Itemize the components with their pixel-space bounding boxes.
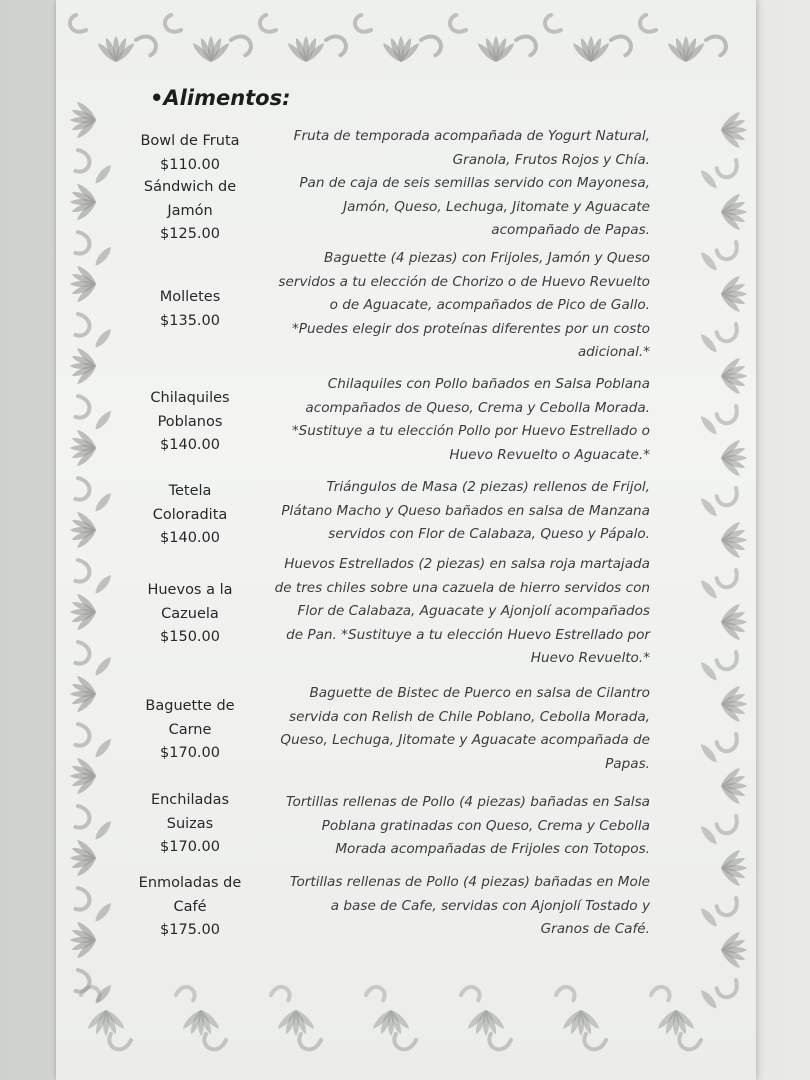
ornament-swirl <box>67 393 93 420</box>
item-price: $170.00 <box>160 745 220 761</box>
ornament-swirl <box>704 35 728 56</box>
item-price: $125.00 <box>160 226 220 242</box>
description-line: Huevo Revuelto o Aguacate.* <box>449 446 650 463</box>
ornament-swirl <box>459 985 481 1006</box>
ornament-swirl <box>419 35 443 56</box>
item-name-line: Enchiladas <box>150 792 230 808</box>
ornament-leaf <box>93 327 114 350</box>
ornament-leaf <box>93 573 114 596</box>
ornament-swirl <box>67 721 93 748</box>
menu-item-description <box>230 553 650 671</box>
ornament-swirl <box>67 557 93 584</box>
description-line: acompañado de Papas. <box>491 222 650 238</box>
ornament-swirl <box>715 646 741 673</box>
description-line: Baguette (4 piezas) con Frijoles, Jamón y Queso <box>324 250 650 266</box>
item-name-line: Suizas <box>166 815 214 832</box>
menu-item-description <box>230 172 650 243</box>
ornament-swirl <box>715 728 741 755</box>
description-line: acompañados de Queso, Crema y Cebolla Morada. <box>305 399 650 416</box>
menu-item-description <box>230 682 650 776</box>
ornament-swirl <box>324 35 348 56</box>
ornament-swirl <box>202 1028 228 1052</box>
description-line: de tres chiles sobre una cazuela de hierro servidos con <box>274 579 650 596</box>
item-name-line: Molletes <box>159 289 221 305</box>
item-name-line: Bowl de Fruta <box>140 133 240 149</box>
item-name-line: Jamón <box>167 202 213 219</box>
description-line: o de Aguacate, acompañados de Pico de Gallo. <box>329 297 650 313</box>
ornament-swirl <box>582 1028 608 1052</box>
menu-item-name <box>135 579 245 650</box>
ornament-swirl <box>67 311 93 338</box>
ornament-swirl <box>715 482 741 509</box>
ornament-swirl <box>392 1028 418 1052</box>
item-name-line: Sándwich de <box>143 179 237 195</box>
menu-item-description <box>230 247 650 365</box>
ornament-leaf <box>93 819 114 842</box>
item-price: $175.00 <box>160 922 220 938</box>
ornament-leaf <box>93 737 114 760</box>
item-name-line: Café <box>173 898 207 915</box>
description-line: servidos a tu elección de Chorizo o de Huevo Revuelto <box>278 273 650 290</box>
description-line: Jamón, Queso, Lechuga, Jitomate y Aguacate <box>343 198 650 215</box>
item-price: $110.00 <box>160 156 220 173</box>
ornament-swirl <box>448 14 470 35</box>
ornament-leaf <box>93 409 114 432</box>
ornament-swirl <box>715 318 741 345</box>
menu-item-name <box>135 872 245 943</box>
ornament-swirl <box>67 967 93 994</box>
ornament-swirl <box>715 810 741 837</box>
description-line: Morada acompañadas de Frijoles con Totopos. <box>335 841 650 857</box>
ornament-swirl <box>649 985 671 1006</box>
menu-item-description <box>230 791 650 862</box>
ornament-swirl <box>715 974 741 1001</box>
ornament-swirl <box>715 892 741 919</box>
ornament-swirl <box>163 14 185 35</box>
ornament-swirl <box>174 985 196 1006</box>
item-price: $170.00 <box>160 839 220 855</box>
menu-item-name <box>135 286 245 333</box>
description-line: de Pan. *Sustituye a tu elección Huevo Estrellado por <box>286 626 650 643</box>
menu-item-name <box>135 130 245 177</box>
ornament-swirl <box>715 154 741 181</box>
item-name-line: Huevos a la <box>147 582 233 598</box>
ornament-swirl <box>67 147 93 174</box>
menu-item-description <box>230 871 650 942</box>
ornament-swirl <box>487 1028 513 1052</box>
ornament-swirl <box>67 229 93 256</box>
ornament-leaf <box>93 245 114 268</box>
ornament-swirl <box>67 639 93 666</box>
menu-item-description <box>230 476 650 547</box>
ornament-swirl <box>554 985 576 1006</box>
description-line: Pan de caja de seis semillas servido con Mayonesa, <box>299 175 650 191</box>
ornament-swirl <box>514 35 538 56</box>
description-line: Huevos Estrellados (2 piezas) en salsa roja martajada <box>284 556 650 572</box>
description-line: Tortillas rellenas de Pollo (4 piezas) bañadas en Salsa <box>285 794 650 810</box>
ornament-leaf <box>93 901 114 924</box>
description-line: Granola, Frutos Rojos y Chía. <box>452 151 650 168</box>
description-line: Queso, Lechuga, Jitomate y Aguacate acompañada de <box>280 732 650 748</box>
ornament-swirl <box>609 35 633 56</box>
item-price: $150.00 <box>160 629 220 645</box>
ornament-swirl <box>258 14 280 35</box>
ornament-swirl <box>107 1028 133 1052</box>
description-line: Poblana gratinadas con Queso, Crema y Cebolla <box>321 817 650 834</box>
ornament-swirl <box>715 236 741 263</box>
ornament-leaf <box>93 655 114 678</box>
ornament-swirl <box>229 35 253 56</box>
description-line: *Puedes elegir dos proteínas diferentes por un costo <box>291 320 650 337</box>
description-line: Chilaquiles con Pollo bañados en Salsa Poblana <box>327 376 650 392</box>
ornament-swirl <box>543 14 565 35</box>
item-price: $140.00 <box>160 530 220 546</box>
ornament-swirl <box>715 400 741 427</box>
ornament-swirl <box>269 985 291 1006</box>
item-name-line: Carne <box>168 721 212 738</box>
description-line: Tortillas rellenas de Pollo (4 piezas) bañadas en Mole <box>289 874 650 890</box>
item-name-line: Tetela <box>168 483 212 499</box>
menu-item-name <box>135 176 245 247</box>
description-line: Triángulos de Masa (2 piezas) rellenos de Frijol, <box>326 479 650 495</box>
ornament-leaf <box>93 163 114 186</box>
description-line: Plátano Macho y Queso bañados en salsa de Manzana <box>281 502 650 519</box>
ornament-swirl <box>67 475 93 502</box>
ornament-swirl <box>68 14 90 35</box>
description-line: Baguette de Bistec de Puerco en salsa de Cilantro <box>309 685 650 701</box>
ornament-swirl <box>364 985 386 1006</box>
item-name-line: Cazuela <box>161 605 219 622</box>
ornament-swirl <box>677 1028 703 1052</box>
section-title: •Alimentos: <box>150 86 291 110</box>
description-line: Granos de Café. <box>540 921 650 937</box>
ornament-swirl <box>353 14 375 35</box>
item-name-line: Baguette de <box>145 698 235 714</box>
description-line: Papas. <box>605 755 650 772</box>
description-line: Flor de Calabaza, Aguacate y Ajonjolí acompañados <box>297 603 650 619</box>
menu-item-name <box>135 789 245 860</box>
item-price: $140.00 <box>160 437 220 453</box>
menu-item-name <box>135 695 245 766</box>
description-line: *Sustituye a tu elección Pollo por Huevo Estrellado o <box>291 423 650 439</box>
ornament-swirl <box>297 1028 323 1052</box>
description-line: servida con Relish de Chile Poblano, Cebolla Morada, <box>289 708 650 725</box>
ornament-swirl <box>715 564 741 591</box>
ornament-swirl <box>67 885 93 912</box>
ornament-swirl <box>67 803 93 830</box>
ornament-leaf <box>93 491 114 514</box>
item-price: $135.00 <box>160 312 220 329</box>
description-line: Huevo Revuelto.* <box>530 650 650 666</box>
description-line: Fruta de temporada acompañada de Yogurt Natural, <box>293 128 650 144</box>
description-line: adicional.* <box>577 344 650 360</box>
item-name-line: Enmoladas de <box>138 875 242 891</box>
description-line: servidos con Flor de Calabaza, Queso y Pápalo. <box>328 526 650 542</box>
item-name-line: Poblanos <box>157 413 223 430</box>
ornament-swirl <box>134 35 158 56</box>
ornament-swirl <box>638 14 660 35</box>
menu-item-description <box>230 373 650 467</box>
menu-item-name <box>135 387 245 458</box>
item-name-line: Coloradita <box>152 506 228 523</box>
menu-item-name <box>135 480 245 551</box>
menu-item-description <box>230 125 650 172</box>
item-name-line: Chilaquiles <box>150 390 230 406</box>
description-line: a base de Cafe, servidas con Ajonjolí Tostado y <box>330 897 650 914</box>
